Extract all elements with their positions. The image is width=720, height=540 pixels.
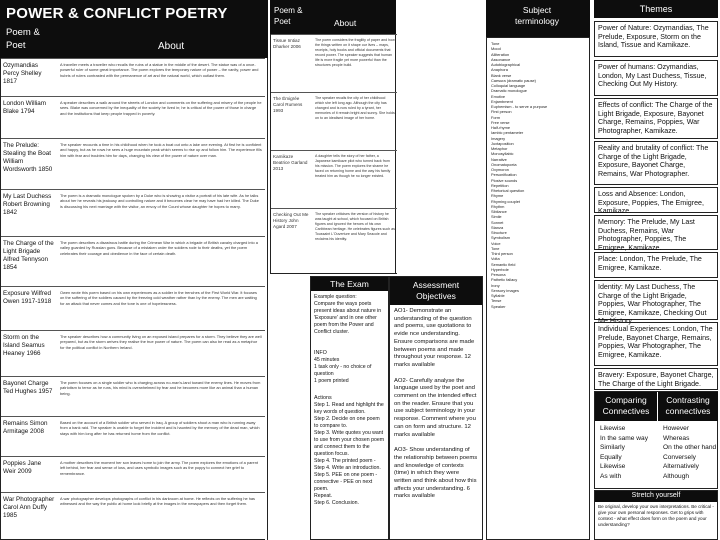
poem-name: London William Blake 1794 [3, 100, 47, 115]
poems-left-list [0, 58, 268, 540]
poem-name: The Émigrée Carol Rumens 1993 [273, 96, 303, 113]
term-item: Juxtaposition [491, 140, 514, 146]
action-step: Step 2. Decide on one poem to compare to. [314, 416, 380, 429]
poem-row [271, 150, 397, 208]
contrasting-connective: Conversely [663, 453, 696, 461]
term-item: Monosyllabic [491, 151, 514, 157]
term-item: Tense [491, 298, 502, 304]
terminology-title: Subject terminology [515, 5, 559, 26]
poem-poet-heading-mid: Poem & Poet [274, 6, 303, 26]
stretch-text: Be original, develop your own interpretations. Be critical - give your own personal responses. Get to grips with context - what effect does form on the poem and your understanding? [598, 504, 714, 528]
term-item: Metaphor [491, 146, 508, 151]
term-item: Colloquial language [491, 83, 526, 88]
objectives-title: Assessment Objectives [390, 277, 482, 305]
example-label: Example question: [314, 294, 357, 300]
term-item: Narrative [491, 156, 507, 162]
contrasting-title: Contrasting connectives [658, 392, 718, 421]
term-item: Enjambment [491, 98, 513, 104]
exam-panel [310, 276, 389, 540]
poem-row [1, 456, 265, 492]
poem-name: The Prelude: Stealing the Boat William Wordsworth 1850 [3, 142, 53, 173]
term-item: First person [491, 109, 512, 115]
comparing-connective: Equally [600, 453, 622, 461]
poem-about: A daughter tells the story of her father, a Japanese kamikaze pilot who turned back from his mission. The poem explores the shame he faced on returning home and the way his family treated him as though he no longer existed. [315, 154, 391, 178]
poem-about: The poem is a dramatic monologue spoken by a Duke who is showing a visitor a portrait of his late wife. As he talks about her he reveals his jealousy and controlling nature and it becomes clear he may have had her killed. The Duke is discussing his next marriage with the visitor, an envoy of the Count whose daughter he hopes to marry. [60, 193, 259, 209]
comparing-connective: As with [600, 472, 622, 480]
poem-row [271, 208, 397, 274]
action-step: Step 4. The printed poem - Step 4. Write an introduction. [314, 458, 381, 471]
action-step: Step 1. Read and highlight the key words of question. [314, 402, 384, 415]
term-item: Personification [491, 172, 517, 178]
theme-item: Identity: My Last Duchess, The Charge of the Light Brigade, Poppies, War Photographer, The Emigree, Kamikaze, Checking Out Me History. [594, 280, 718, 320]
contrasting-connective: Alternatively [663, 463, 699, 470]
action-step: Step 3. Write quotes you want to use from your chosen poem and connect them to the question focus. [314, 430, 385, 457]
stretch-panel [594, 490, 718, 540]
term-item: Speaker [491, 303, 506, 309]
term-item: Free verse [491, 119, 510, 125]
title-banner [0, 0, 268, 58]
theme-item: Bravery: Exposure, Bayonet Charge, The Charge of the Light Brigade. [594, 368, 718, 390]
term-item: Euphemism - to serve a purpose [491, 104, 548, 109]
term-item: Sonnet [491, 219, 504, 225]
poem-name: Checking Out Me History John Agard 2007 [273, 212, 309, 229]
action-step: Step 6. Conclusion. [314, 500, 359, 506]
contrasting-connective: Although [663, 472, 690, 480]
poem-about: Owen wrote this poem based on his own experiences as a soldier in the trenches of the First World War. It focuses on the suffering of the soldiers caused by the freezing cold weather rather than by the enemy. The men are waiting for an attack that never comes and the tone is one of hopelessness. [60, 290, 258, 306]
poem-about: A traveller meets a traveller who recalls the ruins of a statue in the middle of the desert. The statue was of a once-powerful ruler of some great importance. The poem explores the temporary nature of power – the vanity, power and hubris of rulers contrasted with the permanence of art and the natural world, which outlast them. [60, 62, 259, 78]
terminology-header [486, 0, 590, 37]
term-item: Structure [491, 230, 507, 235]
theme-item: Memory: The Prelude, My Last Duchess, Remains, War Photographer, Poppies, The Emigree, Kamikaze. [594, 215, 718, 250]
poem-name: My Last Duchess Robert Browning 1842 [3, 193, 52, 216]
poem-name: Tissue Imtiaz Dharker 2006 [273, 38, 301, 49]
poem-about: The speaker recounts a time in his childhood when he took a boat out onto a lake one evening. At first he is confident and happy, but as he rows he sees a huge mountain peak which seems to rise up and follow him. The experience fills him with fear and troubles him for days, changing his view of the power of nature over man. [60, 142, 262, 158]
term-item: Form [491, 114, 501, 120]
term-item: Irony [491, 282, 500, 288]
objective-item: AO3- Show understanding of the relationship between poems and knowledge of contexts (time) in which they were written and think about how this affects your understanding. 6 marks available [394, 447, 478, 500]
poem-about: A war photographer develops photographs of conflict in his darkroom at home. He reflects on the suffering he has witnessed and the way the public at home look briefly at the images in the newspapers and then forget them. [60, 496, 256, 507]
poem-name: War Photographer Carol Ann Duffy 1985 [3, 496, 55, 519]
poem-poet-heading: Poem & Poet [6, 27, 40, 51]
poem-about: Based on the account of a British soldier who served in Iraq. A group of soldiers shoot a man who is running away from a bank raid. The speaker is unable to forget the incident and is haunted by the memory of the dead man, which stays with him long after he has returned home from the conflict. [60, 420, 260, 436]
term-item: Plosive sounds [491, 177, 518, 183]
poem-row [1, 286, 265, 330]
objective-item: AO1- Demonstrate an understanding of the question and poems, use quotations to evide nce understanding. Ensure comparisons are made between poems and made throughout your response. 12 marks available [394, 308, 475, 368]
term-item: Sensory images [491, 287, 519, 293]
comparing-connective: Similarly [600, 444, 625, 451]
theme-item: Place: London, The Prelude, The Emigree, Kamikaze. [594, 252, 718, 278]
term-item: Emotive [491, 93, 506, 99]
theme-item: Loss and Absence: London, Exposure, Poppies, The Emigree, Kamikaze. [594, 187, 718, 213]
poem-about: The poem describes a disastrous battle during the Crimean War in which a brigade of British cavalry charged into a valley guarded by Russian guns. Because of a mistaken order the soldiers rode to their deaths, yet the poem celebrates their courage and obedience in the face of certain death. [60, 240, 258, 256]
poem-name: Kamikaze Beatrice Garland 2013 [273, 154, 308, 171]
term-item: Autobiographical [491, 62, 520, 67]
middle-header [270, 0, 396, 34]
terms-container [491, 41, 585, 309]
term-item: Blank verse [491, 72, 512, 78]
about-heading-mid: About [334, 18, 357, 28]
comparing-connective: Likewise [600, 463, 626, 470]
term-item: Mood [491, 46, 501, 52]
term-item: Alliteration [491, 51, 510, 57]
term-item: Simile [491, 214, 502, 220]
term-item: Repetition [491, 182, 509, 188]
poem-about: The speaker criticises the version of history he was taught at school, which focused on British figures and ignored the heroes of his own Caribbean heritage. He celebrates figures such as Toussaint L'Ouverture and Mary Seacole and reclaims his identity. [315, 212, 395, 241]
poem-row [271, 92, 397, 150]
term-item: Symbolism [491, 235, 511, 241]
poems-mid-list [270, 34, 396, 274]
term-item: Sibilance [491, 209, 507, 214]
term-item: Rhyme [491, 193, 504, 199]
term-item: Third person [491, 251, 513, 256]
exam-title: The Exam [311, 277, 388, 291]
example-question: Compare the ways poets present ideas about nature in 'Exposure' and in one other poem from the Power and Conflict cluster. [314, 301, 382, 335]
term-item: Syllable [491, 293, 505, 298]
terminology-list [486, 37, 590, 540]
info-title: INFO [314, 350, 327, 356]
contrasting-connective: Whereas [663, 434, 690, 442]
comparing-connective: In the same way [600, 434, 649, 442]
term-item: Voice [491, 240, 501, 246]
term-item: Volta [491, 256, 500, 262]
poem-row [1, 330, 265, 376]
term-item: Iambic pentameter [491, 130, 524, 136]
term-item: Hyperbole [491, 266, 509, 272]
poem-row [1, 138, 265, 189]
poem-row [1, 58, 265, 96]
term-item: Oxymoron [491, 167, 509, 172]
contrasting-connective: However [663, 425, 690, 432]
poem-row [271, 34, 397, 92]
theme-item: Individual Experiences: London, The Prelude, Bayonet Charge, Remains, Poppies, War Photographer, The Emigree, Kamikaze. [594, 322, 718, 366]
poem-name: Exposure Wilfred Owen 1917-1918 [3, 290, 52, 305]
poem-name: Bayonet Charge Ted Hughes 1957 [3, 380, 53, 395]
themes-title: Themes [639, 4, 673, 14]
poem-about: The speaker describes how a community living on an exposed island prepares for a storm. They believe they are well prepared, but as the storm arrives they realise the true power of nature. The poem can also be read as a metaphor for the political conflict in Northern Ireland. [60, 334, 262, 350]
term-item: Anaphora [491, 67, 508, 73]
poem-row [1, 96, 265, 138]
theme-item: Power of humans: Ozymandias, London, My Last Duchess, Tissue, Checking Out My History. [594, 60, 718, 96]
theme-item: Reality and brutality of conflict: The Charge of the Light Brigade, Exposure, Bayonet Charge, Remains, War Photographer. [594, 141, 718, 185]
poem-row [1, 236, 265, 286]
theme-item: Power of Nature: Ozymandias, The Prelude, Exposure, Storm on the Island, Tissue and Kamikaze. [594, 21, 718, 57]
poem-row [1, 376, 265, 416]
assessment-objectives [389, 276, 483, 540]
about-heading: About [158, 41, 185, 52]
term-item: Tone [491, 245, 500, 251]
term-item: Half-rhyme [491, 125, 511, 130]
info-line: 1 poem printed [314, 378, 349, 384]
stretch-title: Stretch yourself [595, 491, 717, 502]
page-title: POWER & CONFLICT POETRY [6, 5, 228, 22]
connectives-panel [594, 391, 718, 489]
term-item: Stanza [491, 224, 504, 230]
action-step: Step 5. PEE on one poem - connective - PEE on next poem. [314, 472, 378, 492]
themes-header [594, 0, 718, 18]
term-item: Onomatopoeia [491, 161, 517, 167]
poem-name: Storm on the Island Seamus Heaney 1966 [3, 334, 45, 357]
term-item: Pathetic fallacy [491, 277, 518, 283]
term-item: Imagery [491, 135, 506, 141]
poem-about: The poem focuses on a single soldier who is charging across no-man's-land toward the enemy lines. He moves from patriotism to terror as he runs, his mind is overwhelmed by fear and he becomes more like an animal than a human being. [60, 380, 261, 396]
term-item: Tone [491, 41, 500, 46]
poem-name: Ozymandias Percy Shelley 1817 [3, 62, 42, 85]
term-item: Rhyming couplet [491, 198, 520, 204]
poem-about: A speaker describes a walk around the streets of London and comments on the suffering and misery of the people he sees. Blake was concerned by the inequality of the society he lived in; he is critical of the power of those in charge and the institutions that keep people trapped in poverty. [60, 100, 262, 116]
term-item: Caesura (dramatic pause) [491, 77, 536, 83]
term-item: Rhythm [491, 203, 505, 209]
comparing-title: Comparing Connectives [595, 392, 657, 421]
term-item: Persona [491, 272, 506, 277]
theme-item: Effects of conflict: The Charge of the Light Brigade, Exposure, Bayonet Charge, Remains, Poppies, War Photographer, Kamikaze. [594, 98, 718, 139]
poem-about: A mother describes the moment her son leaves home to join the army. The poem explores the emotions of a parent left behind, her fear and sense of loss, and uses symbolic images such as the poppy to connect her grief to remembrance. [60, 460, 258, 476]
info-line: 1 task only - no choice of question [314, 364, 372, 377]
poem-row [1, 416, 265, 456]
poem-name: Poppies Jane Weir 2009 [3, 460, 42, 475]
objective-item: AO2- Carefully analyse the language used by the poet and comment on the intended effect on the reader. Ensure that you use subject terminology in your response. Comment where you can on form and structure. 12 marks available [394, 377, 477, 438]
term-item: Semantic field [491, 261, 516, 267]
poem-name: The Charge of the Light Brigade Alfred Tennyson 1854 [3, 240, 54, 271]
actions-title: Actions [314, 395, 332, 401]
term-item: Dramatic monologue [491, 88, 527, 94]
poem-about: The speaker recalls the city of her childhood which she left long ago. Although the city has changed and is now ruled by a tyrant, her memories of it remain bright and sunny. She holds on to an idealised image of her home. [315, 96, 395, 120]
comparing-connective: Likewise [600, 425, 626, 432]
poem-about: The poem considers the fragility of paper and how the things written on it shape our lives – maps, receipts, holy books and official documents that record power. The speaker suggests that human life is more fragile yet more powerful than the structures people build. [315, 38, 395, 67]
action-step: Repeat. [314, 493, 333, 499]
contrasting-connective: On the other hand [663, 444, 717, 451]
poem-row [1, 492, 265, 540]
info-line: 45 minutes [314, 357, 340, 363]
term-item: Rhetorical question [491, 188, 525, 193]
poem-row [1, 189, 265, 236]
poem-name: Remains Simon Armitage 2008 [3, 420, 48, 435]
term-item: Assonance [491, 56, 511, 62]
